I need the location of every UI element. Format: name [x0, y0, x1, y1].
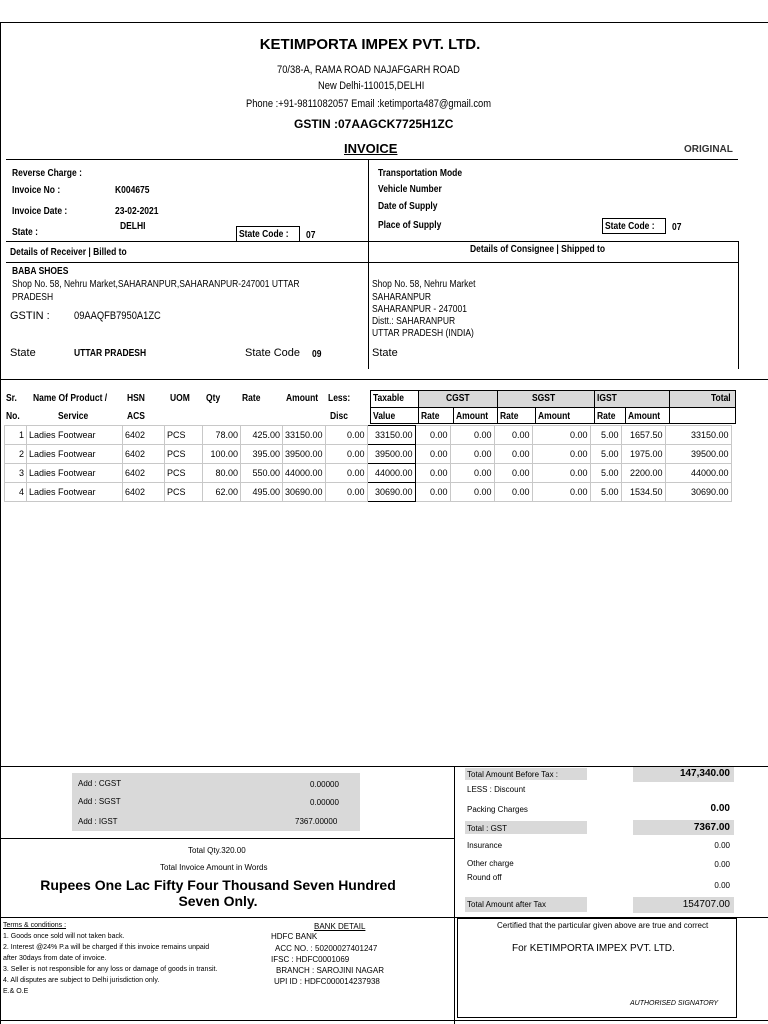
cell-sr: 3 [5, 464, 27, 483]
company-name: KETIMPORTA IMPEX PVT. LTD. [259, 36, 481, 53]
col-service: Service [58, 411, 89, 422]
party-box-right [738, 241, 739, 369]
terms-line: 4. All disputes are subject to Delhi jurisdiction only. [3, 977, 160, 984]
cell-taxable: 33150.00 [367, 426, 415, 445]
amount-in-words-1: Rupees One Lac Fifty Four Thousand Seven Hundred [40, 877, 396, 893]
table-row [5, 483, 732, 502]
other-charge-value: 0.00 [714, 860, 730, 869]
col-cgst-amount: Amount [456, 411, 489, 422]
cell-igst-rate: 5.00 [590, 483, 621, 502]
cell-sr: 1 [5, 426, 27, 445]
cell-taxable: 30690.00 [367, 483, 415, 502]
col-igst: IGST [597, 393, 617, 404]
cell-uom: PCS [165, 445, 203, 464]
cell-igst-rate: 5.00 [590, 426, 621, 445]
header-mid-line [370, 407, 736, 408]
for-company: For KETIMPORTA IMPEX PVT. LTD. [512, 943, 675, 954]
col-igst-rate: Rate [597, 411, 616, 422]
state-value: DELHI [120, 221, 146, 232]
cell-name: Ladies Footwear [27, 445, 123, 464]
cell-sr: 4 [5, 483, 27, 502]
total-qty: Total Qty.320.00 [188, 846, 246, 855]
transport-mode-label: Transportation Mode [378, 168, 463, 179]
cell-disc: 0.00 [325, 483, 367, 502]
terms-line: 3. Seller is not responsible for any loss or damage of goods in transit. [3, 966, 218, 973]
col-disc: Disc [330, 411, 348, 422]
receiver-state-code: 09 [312, 349, 322, 360]
col-value: Value [373, 411, 396, 422]
col-sgst-rate: Rate [500, 411, 519, 422]
packing-value: 0.00 [710, 803, 730, 814]
invoice-date-label: Invoice Date : [12, 206, 68, 217]
header-v2 [497, 390, 498, 424]
sgst-value: 0.00000 [310, 798, 339, 807]
cell-cgst-amt: 0.00 [450, 426, 494, 445]
header-v3 [594, 390, 595, 424]
cell-amount: 44000.00 [283, 464, 326, 483]
cell-name: Ladies Footwear [27, 483, 123, 502]
col-cgst-rate: Rate [421, 411, 440, 422]
cell-taxable: 44000.00 [367, 464, 415, 483]
table-row [5, 445, 732, 464]
bank-name: HDFC BANK [271, 932, 318, 941]
consignee-state-label: State [372, 347, 398, 359]
cell-cgst-amt: 0.00 [450, 464, 494, 483]
bank-ifsc: IFSC : HDFC0001069 [271, 955, 350, 964]
invoice-box-divider [368, 159, 369, 241]
consignee-line: UTTAR PRADESH (INDIA) [372, 328, 474, 339]
col-product: Name Of Product / [33, 393, 108, 404]
invoice-no-label: Invoice No : [12, 185, 61, 196]
terms-heading: Terms & conditions : [3, 922, 67, 929]
col-sr: Sr. [6, 393, 17, 404]
after-tax-value: 154707.00 [682, 899, 730, 910]
cell-rate: 550.00 [241, 464, 283, 483]
cell-cgst-rate: 0.00 [415, 464, 450, 483]
frame-left [0, 22, 1, 1024]
place-state-code: 07 [672, 222, 682, 233]
cgst-label: Add : CGST [78, 779, 122, 788]
round-off-label: Round off [467, 873, 502, 882]
cell-qty: 78.00 [203, 426, 241, 445]
receiver-address-1: Shop No. 58, Nehru Market,SAHARANPUR,SAHARANPUR-247001 UTTAR [12, 279, 300, 290]
cell-qty: 80.00 [203, 464, 241, 483]
company-contact: Phone :+91-9811082057 Email :ketimporta487@gmail.com [246, 98, 492, 110]
company-address-1: 70/38-A, RAMA ROAD NAJAFGARH ROAD [277, 64, 460, 76]
cell-total: 30690.00 [665, 483, 731, 502]
cell-rate: 425.00 [241, 426, 283, 445]
cell-disc: 0.00 [325, 464, 367, 483]
amount-in-words-2: Seven Only. [178, 893, 258, 909]
cell-disc: 0.00 [325, 445, 367, 464]
cell-qty: 62.00 [203, 483, 241, 502]
col-sgst: SGST [532, 393, 556, 404]
cell-cgst-rate: 0.00 [415, 445, 450, 464]
col-acs: ACS [127, 411, 145, 422]
cell-amount: 30690.00 [283, 483, 326, 502]
cell-qty: 100.00 [203, 445, 241, 464]
col-amount: Amount [286, 393, 319, 404]
cell-sgst-rate: 0.00 [494, 426, 532, 445]
certification-text: Certified that the particular given above are true and correct [497, 921, 709, 930]
words-top-line [0, 838, 455, 839]
words-label: Total Invoice Amount in Words [160, 863, 268, 872]
header-v7 [625, 407, 626, 424]
cell-igst-amt: 1657.50 [621, 426, 665, 445]
col-hsn: HSN [127, 393, 145, 404]
place-of-supply-label: Place of Supply [378, 220, 442, 231]
cell-amount: 39500.00 [283, 445, 326, 464]
receiver-heading: Details of Receiver | Billed to [10, 247, 127, 258]
state-label: State : [12, 227, 38, 238]
cell-sgst-amt: 0.00 [532, 445, 590, 464]
frame-top [0, 22, 768, 23]
col-no: No. [6, 411, 20, 422]
cell-amount: 33150.00 [283, 426, 326, 445]
cell-cgst-rate: 0.00 [415, 483, 450, 502]
invoice-no: K004675 [115, 185, 150, 196]
igst-label: Add : IGST [78, 817, 118, 826]
party-box-heading-line [6, 262, 738, 263]
cell-hsn: 6402 [123, 426, 165, 445]
cell-cgst-rate: 0.00 [415, 426, 450, 445]
terms-line: 1. Goods once sold will not taken back. [3, 933, 125, 940]
receiver-gstin-label: GSTIN : [10, 310, 50, 322]
cell-cgst-amt: 0.00 [450, 483, 494, 502]
cell-igst-amt: 2200.00 [621, 464, 665, 483]
state-code-label: State Code : [239, 229, 289, 240]
before-tax-label: Total Amount Before Tax : [467, 770, 559, 779]
discount-label: LESS : Discount [467, 785, 526, 794]
reverse-charge-label: Reverse Charge : [12, 168, 82, 179]
cell-rate: 395.00 [241, 445, 283, 464]
invoice-box-top [6, 159, 738, 160]
place-state-code-label: State Code : [605, 221, 655, 232]
cell-taxable: 39500.00 [367, 445, 415, 464]
state-code: 07 [306, 230, 316, 241]
bank-heading: BANK DETAIL [314, 922, 366, 931]
cell-sgst-amt: 0.00 [532, 483, 590, 502]
items-top-line [0, 379, 768, 380]
before-tax-value: 147,340.00 [679, 768, 730, 779]
col-total: Total [711, 393, 731, 404]
terms-line: E.& O.E [3, 988, 29, 995]
consignee-line: Shop No. 58, Nehru Market [372, 279, 476, 290]
cell-hsn: 6402 [123, 483, 165, 502]
terms-line: after 30days from date of invoice. [3, 955, 107, 962]
col-igst-amount: Amount [628, 411, 661, 422]
col-cgst: CGST [446, 393, 470, 404]
col-uom: UOM [170, 393, 190, 404]
invoice-date: 23-02-2021 [115, 206, 159, 217]
bank-account: ACC NO. : 50200027401247 [275, 944, 378, 953]
receiver-state-label: State [10, 347, 36, 359]
gst-value: 7367.00 [693, 822, 730, 833]
cell-igst-rate: 5.00 [590, 464, 621, 483]
cell-igst-amt: 1534.50 [621, 483, 665, 502]
cell-igst-rate: 5.00 [590, 445, 621, 464]
receiver-gstin: 09AAQFB7950A1ZC [74, 310, 161, 322]
header-v1 [418, 390, 419, 424]
receiver-name: BABA SHOES [12, 266, 69, 277]
receiver-state: UTTAR PRADESH [74, 348, 147, 359]
insurance-value: 0.00 [714, 841, 730, 850]
cell-sgst-amt: 0.00 [532, 464, 590, 483]
cell-sgst-rate: 0.00 [494, 464, 532, 483]
after-tax-label: Total Amount after Tax [467, 900, 547, 909]
summary-divider [454, 766, 455, 1024]
header-v6 [535, 407, 536, 424]
insurance-label: Insurance [467, 841, 503, 850]
packing-label: Packing Charges [467, 805, 528, 814]
terms-line: 2. Interest @24% P.a will be charged if this invoice remains unpaid [3, 944, 210, 951]
cell-rate: 495.00 [241, 483, 283, 502]
invoice-copy: ORIGINAL [684, 144, 733, 155]
cell-igst-amt: 1975.00 [621, 445, 665, 464]
gst-label: Total : GST [467, 824, 508, 833]
cell-total: 44000.00 [665, 464, 731, 483]
company-gstin: GSTIN :07AAGCK7725H1ZC [294, 117, 454, 131]
cell-name: Ladies Footwear [27, 464, 123, 483]
cell-total: 33150.00 [665, 426, 731, 445]
bank-upi: UPI ID : HDFC000014237938 [274, 977, 380, 986]
party-box-divider [368, 241, 369, 369]
cell-name: Ladies Footwear [27, 426, 123, 445]
consignee-line: Distt.: SAHARANPUR [372, 316, 456, 327]
bottom-line [0, 1020, 768, 1021]
round-off-value: 0.00 [714, 881, 730, 890]
date-of-supply-label: Date of Supply [378, 201, 438, 212]
cell-uom: PCS [165, 426, 203, 445]
col-taxable: Taxable [373, 393, 405, 404]
cell-cgst-amt: 0.00 [450, 445, 494, 464]
consignee-line: SAHARANPUR - 247001 [372, 304, 467, 315]
cgst-value: 0.00000 [310, 780, 339, 789]
receiver-address-2: PRADESH [12, 292, 54, 303]
cell-sgst-amt: 0.00 [532, 426, 590, 445]
col-qty: Qty [206, 393, 221, 404]
igst-value: 7367.00000 [295, 817, 338, 826]
col-less: Less: [328, 393, 351, 404]
cell-sr: 2 [5, 445, 27, 464]
receiver-state-code-label: State Code [245, 347, 301, 359]
bank-branch: BRANCH : SAROJINI NAGAR [276, 966, 385, 975]
cell-sgst-rate: 0.00 [494, 483, 532, 502]
sgst-label: Add : SGST [78, 797, 121, 806]
cell-disc: 0.00 [325, 426, 367, 445]
company-address-2: New Delhi-110015,DELHI [318, 80, 425, 92]
col-sgst-amount: Amount [538, 411, 571, 422]
consignee-line: SAHARANPUR [372, 292, 432, 303]
cell-hsn: 6402 [123, 445, 165, 464]
header-v4 [669, 390, 670, 424]
items-table [4, 425, 732, 502]
col-rate: Rate [242, 393, 261, 404]
table-row [5, 464, 732, 483]
cell-hsn: 6402 [123, 464, 165, 483]
consignee-heading: Details of Consignee | Shipped to [470, 244, 606, 255]
authorised-signatory: AUTHORISED SIGNATORY [630, 1000, 719, 1007]
other-charge-label: Other charge [467, 859, 514, 868]
cell-sgst-rate: 0.00 [494, 445, 532, 464]
cell-total: 39500.00 [665, 445, 731, 464]
cell-uom: PCS [165, 483, 203, 502]
vehicle-number-label: Vehicle Number [378, 184, 442, 195]
table-row [5, 426, 732, 445]
party-box-top [6, 241, 738, 242]
cell-uom: PCS [165, 464, 203, 483]
invoice-title: INVOICE [344, 141, 398, 156]
header-v5 [453, 407, 454, 424]
